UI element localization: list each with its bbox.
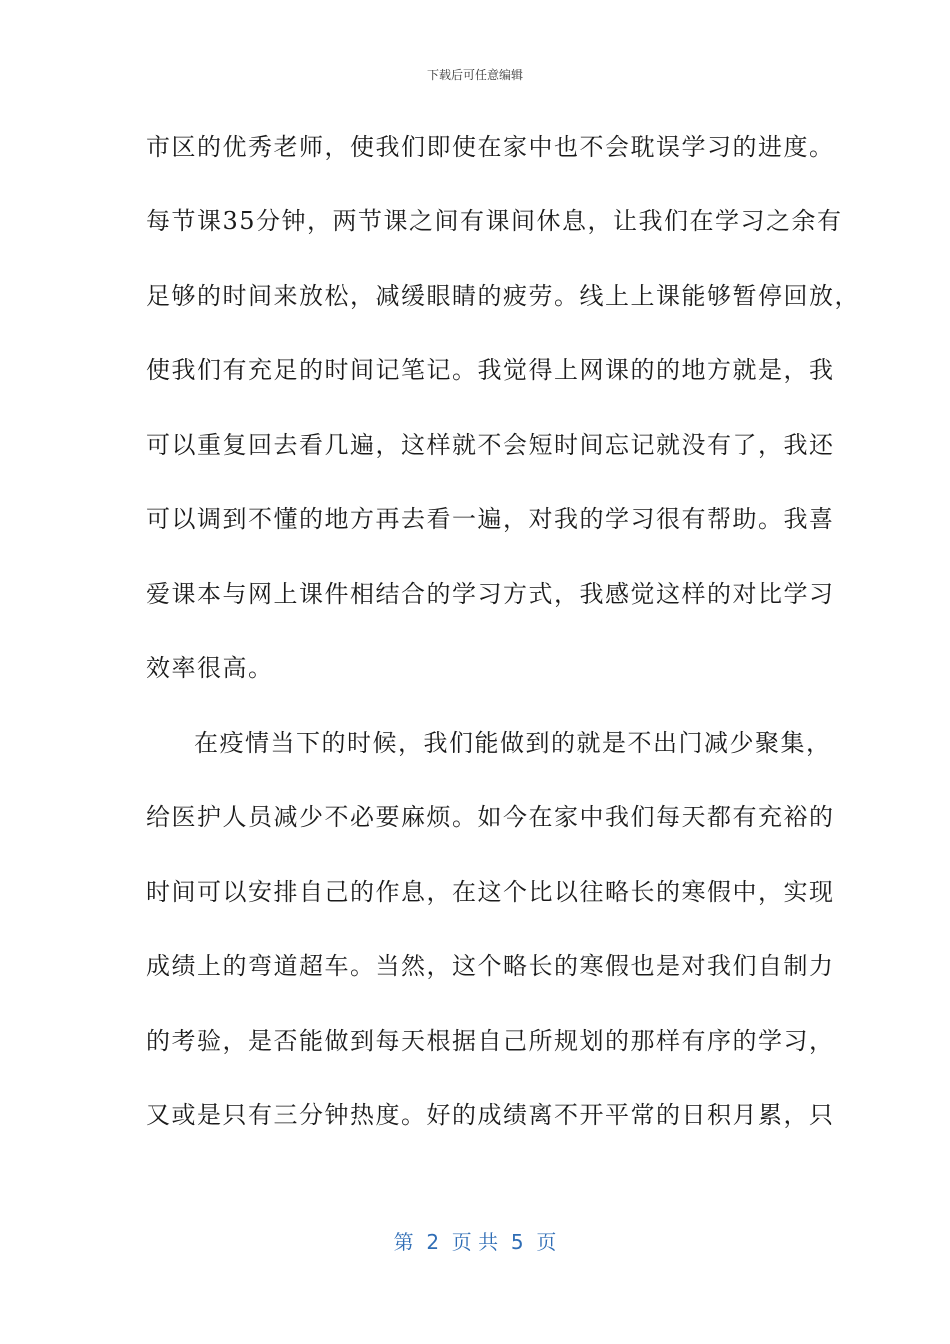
text-line: 爱课本与网上课件相结合的学习方式，我感觉这样的对比学习 — [146, 580, 835, 608]
page-header: 下载后可任意编辑 — [426, 68, 523, 82]
text-line: 在疫情当下的时候，我们能做到的就是不出门减少聚集， — [194, 729, 832, 757]
text-line: 时间可以安排自己的作息，在这个比以往略长的寒假中，实现 — [146, 878, 835, 906]
page-footer: 第 2 页 共 5 页 — [393, 1230, 557, 1254]
text-line: 的考验，是否能做到每天根据自己所规划的那样有序的学习， — [146, 1027, 835, 1055]
text-line: 可以重复回去看几遍，这样就不会短时间忘记就没有了，我还 — [146, 431, 835, 459]
text-line: 给医护人员减少不必要麻烦。如今在家中我们每天都有充裕的 — [146, 803, 835, 831]
text-line: 效率很高。 — [146, 654, 274, 682]
text-line: 足够的时间来放松，减缓眼睛的疲劳。线上上课能够暂停回放， — [146, 282, 860, 310]
text-line: 又或是只有三分钟热度。好的成绩离不开平常的日积月累，只 — [146, 1101, 835, 1129]
text-line: 可以调到不懂的地方再去看一遍，对我的学习很有帮助。我喜 — [146, 505, 835, 533]
text-line: 使我们有充足的时间记笔记。我觉得上网课的的地方就是，我 — [146, 356, 835, 384]
text-line: 市区的优秀老师，使我们即使在家中也不会耽误学习的进度。 — [146, 133, 835, 161]
text-line: 成绩上的弯道超车。当然，这个略长的寒假也是对我们自制力 — [146, 952, 835, 980]
text-line: 每节课35分钟，两节课之间有课间休息，让我们在学习之余有 — [146, 207, 843, 235]
